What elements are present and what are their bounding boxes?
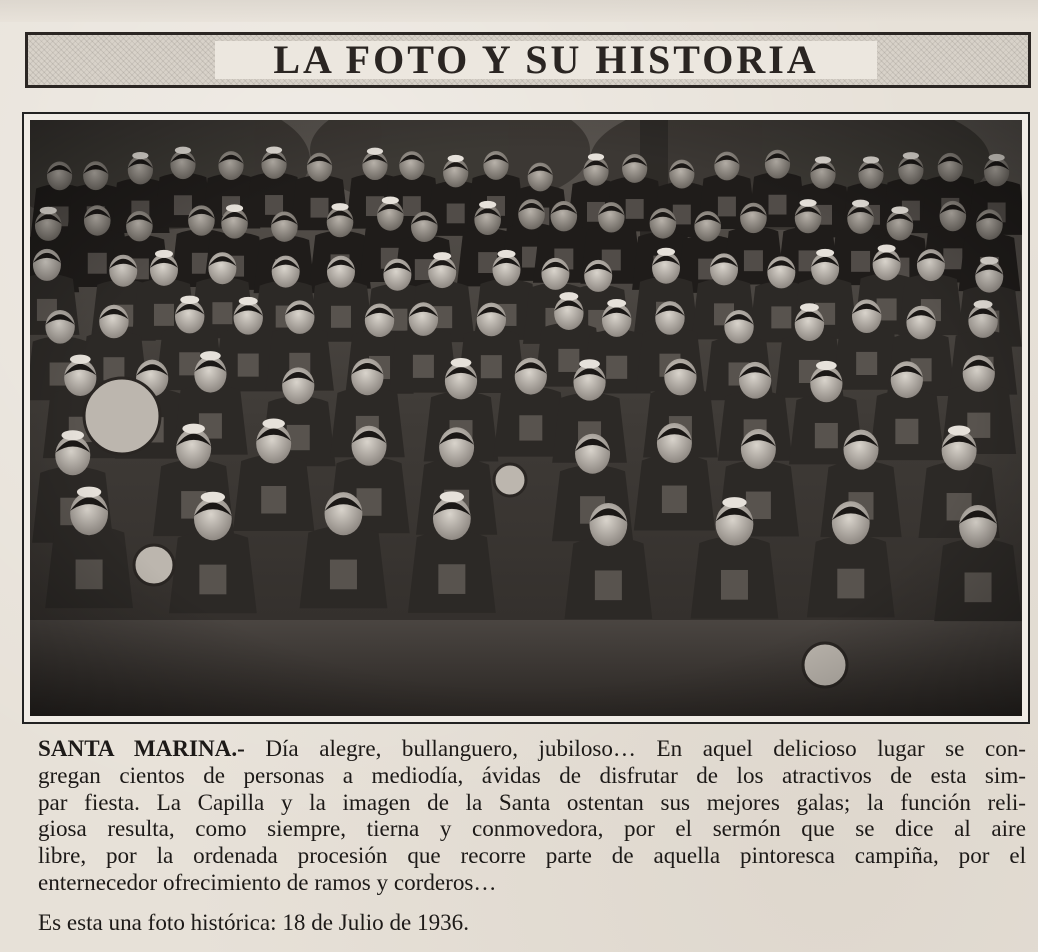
section-header [25, 32, 1031, 88]
caption-lead: SANTA MARINA.- [38, 735, 245, 761]
section-title: LA FOTO Y SU HISTORIA [273, 37, 819, 82]
photo-frame [22, 112, 1030, 724]
historical-photo [30, 120, 1022, 716]
caption-text-1: Día alegre, bullanguero, jubiloso… En aquel delicioso lugar se con- [244, 735, 1026, 761]
photo-date-note: Es esta una foto histórica: 18 de Julio de 1936. [38, 909, 470, 935]
photo-caption [38, 735, 1026, 896]
previous-article-strip [0, 0, 1038, 22]
caption-line-1 [38, 735, 1026, 762]
group-photo-illustration [30, 120, 1022, 716]
caption-line-6: enternecedor ofrecimiento de ramos y corderos… [38, 868, 497, 895]
section-header-plate [215, 37, 877, 82]
caption-line-2: gregan cientos de personas a mediodía, ávidas de disfrutar de los atractivos de esta sim- [38, 761, 1026, 788]
caption-line-4: giosa resulta, como siempre, tierna y conmovedora, por el sermón que se dice al aire [38, 815, 1026, 842]
caption-line-3: par fiesta. La Capilla y la imagen de la Santa ostentan sus mejores galas; la función reli- [38, 788, 1026, 815]
caption-line-5: libre, por la ordenada procesión que recorre parte de aquella pintoresca campiña, por el [38, 842, 1026, 869]
